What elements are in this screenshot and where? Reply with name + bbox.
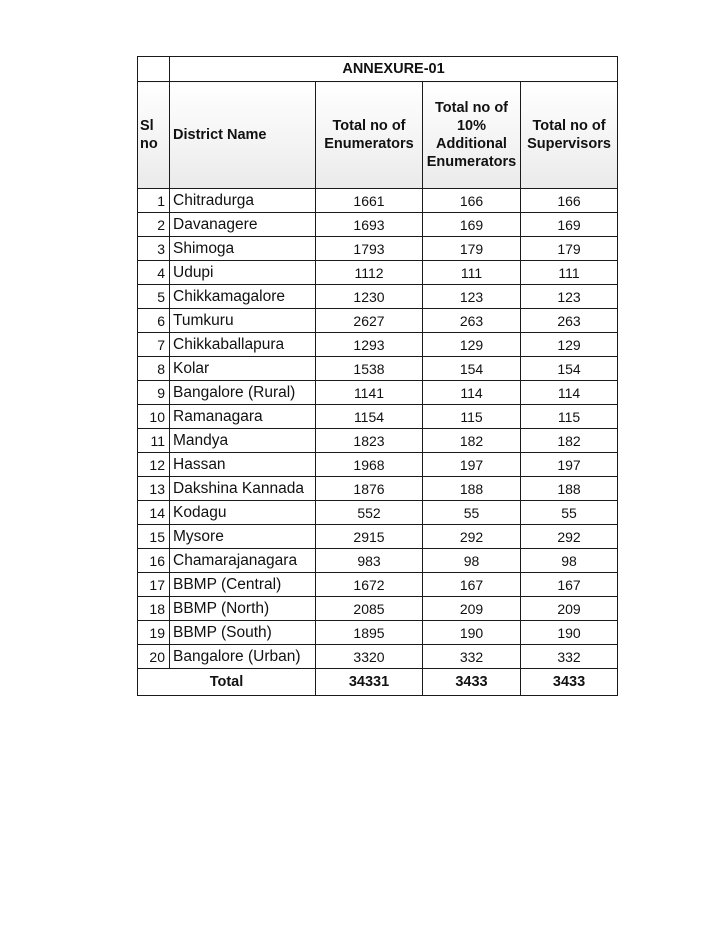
row-additional-enumerators: 166 [423, 189, 521, 213]
table-row [138, 261, 618, 285]
row-district-name: Chamarajanagara [170, 549, 316, 573]
row-enumerators: 1141 [316, 381, 423, 405]
row-enumerators: 2915 [316, 525, 423, 549]
row-enumerators: 1538 [316, 357, 423, 381]
row-enumerators: 1793 [316, 237, 423, 261]
row-district-name: Udupi [170, 261, 316, 285]
row-district-name: Hassan [170, 453, 316, 477]
row-additional-enumerators: 263 [423, 309, 521, 333]
row-enumerators: 2085 [316, 597, 423, 621]
row-additional-enumerators: 154 [423, 357, 521, 381]
annexure-table [137, 56, 618, 696]
row-supervisors: 188 [521, 477, 618, 501]
row-supervisors: 179 [521, 237, 618, 261]
header-district-name: District Name [170, 82, 316, 189]
row-district-name: Dakshina Kannada [170, 477, 316, 501]
table-row [138, 645, 618, 669]
row-sl-no: 20 [138, 645, 170, 669]
row-sl-no: 10 [138, 405, 170, 429]
row-supervisors: 292 [521, 525, 618, 549]
row-sl-no: 12 [138, 453, 170, 477]
row-supervisors: 263 [521, 309, 618, 333]
row-district-name: Ramanagara [170, 405, 316, 429]
row-district-name: Mysore [170, 525, 316, 549]
row-sl-no: 3 [138, 237, 170, 261]
row-supervisors: 154 [521, 357, 618, 381]
row-district-name: Davanagere [170, 213, 316, 237]
row-enumerators: 1693 [316, 213, 423, 237]
row-enumerators: 3320 [316, 645, 423, 669]
row-supervisors: 169 [521, 213, 618, 237]
row-supervisors: 115 [521, 405, 618, 429]
header-sl-no: Sl no [138, 82, 170, 189]
table-row [138, 381, 618, 405]
row-sl-no: 1 [138, 189, 170, 213]
row-supervisors: 182 [521, 429, 618, 453]
row-supervisors: 209 [521, 597, 618, 621]
table-row [138, 597, 618, 621]
row-enumerators: 1672 [316, 573, 423, 597]
row-additional-enumerators: 197 [423, 453, 521, 477]
row-sl-no: 13 [138, 477, 170, 501]
table-row [138, 189, 618, 213]
row-district-name: BBMP (South) [170, 621, 316, 645]
row-supervisors: 114 [521, 381, 618, 405]
row-sl-no: 5 [138, 285, 170, 309]
row-district-name: Kodagu [170, 501, 316, 525]
row-sl-no: 7 [138, 333, 170, 357]
row-additional-enumerators: 111 [423, 261, 521, 285]
row-sl-no: 8 [138, 357, 170, 381]
row-district-name: Bangalore (Urban) [170, 645, 316, 669]
row-additional-enumerators: 209 [423, 597, 521, 621]
row-sl-no: 16 [138, 549, 170, 573]
table-row [138, 453, 618, 477]
table-row [138, 477, 618, 501]
table-row [138, 357, 618, 381]
row-sl-no: 14 [138, 501, 170, 525]
table-row [138, 285, 618, 309]
row-sl-no: 4 [138, 261, 170, 285]
row-sl-no: 9 [138, 381, 170, 405]
total-additional: 3433 [423, 669, 521, 696]
row-supervisors: 167 [521, 573, 618, 597]
row-sl-no: 2 [138, 213, 170, 237]
row-enumerators: 2627 [316, 309, 423, 333]
row-district-name: BBMP (North) [170, 597, 316, 621]
annexure-sheet [137, 56, 617, 696]
row-additional-enumerators: 115 [423, 405, 521, 429]
table-row [138, 333, 618, 357]
row-enumerators: 1876 [316, 477, 423, 501]
table-row [138, 213, 618, 237]
row-district-name: Kolar [170, 357, 316, 381]
row-sl-no: 19 [138, 621, 170, 645]
table-row [138, 237, 618, 261]
row-district-name: Mandya [170, 429, 316, 453]
table-row [138, 573, 618, 597]
row-additional-enumerators: 129 [423, 333, 521, 357]
row-supervisors: 111 [521, 261, 618, 285]
header-supervisors: Total no of Supervisors [521, 82, 618, 189]
header-row [138, 82, 618, 189]
row-additional-enumerators: 98 [423, 549, 521, 573]
row-supervisors: 166 [521, 189, 618, 213]
row-enumerators: 1154 [316, 405, 423, 429]
row-additional-enumerators: 114 [423, 381, 521, 405]
row-additional-enumerators: 169 [423, 213, 521, 237]
header-additional-enumerators: Total no of 10% Additional Enumerators [423, 82, 521, 189]
row-enumerators: 983 [316, 549, 423, 573]
row-district-name: Bangalore (Rural) [170, 381, 316, 405]
row-sl-no: 15 [138, 525, 170, 549]
row-additional-enumerators: 179 [423, 237, 521, 261]
table-row [138, 309, 618, 333]
total-enumerators: 34331 [316, 669, 423, 696]
row-additional-enumerators: 332 [423, 645, 521, 669]
table-row [138, 549, 618, 573]
table-row [138, 501, 618, 525]
table-row [138, 525, 618, 549]
row-supervisors: 190 [521, 621, 618, 645]
row-enumerators: 1230 [316, 285, 423, 309]
row-district-name: Chitradurga [170, 189, 316, 213]
row-additional-enumerators: 167 [423, 573, 521, 597]
total-row [138, 669, 618, 696]
row-district-name: Chikkaballapura [170, 333, 316, 357]
title-row [138, 57, 618, 82]
table-row [138, 429, 618, 453]
total-label: Total [138, 669, 316, 696]
row-enumerators: 1661 [316, 189, 423, 213]
row-enumerators: 552 [316, 501, 423, 525]
total-supervisors: 3433 [521, 669, 618, 696]
row-supervisors: 129 [521, 333, 618, 357]
row-district-name: BBMP (Central) [170, 573, 316, 597]
table-row [138, 621, 618, 645]
table-row [138, 405, 618, 429]
row-additional-enumerators: 182 [423, 429, 521, 453]
annexure-title: ANNEXURE-01 [170, 57, 618, 82]
row-district-name: Chikkamagalore [170, 285, 316, 309]
row-additional-enumerators: 188 [423, 477, 521, 501]
row-supervisors: 55 [521, 501, 618, 525]
row-sl-no: 18 [138, 597, 170, 621]
row-supervisors: 123 [521, 285, 618, 309]
row-enumerators: 1968 [316, 453, 423, 477]
row-sl-no: 6 [138, 309, 170, 333]
row-enumerators: 1823 [316, 429, 423, 453]
row-supervisors: 197 [521, 453, 618, 477]
row-supervisors: 98 [521, 549, 618, 573]
row-additional-enumerators: 55 [423, 501, 521, 525]
row-district-name: Tumkuru [170, 309, 316, 333]
row-additional-enumerators: 292 [423, 525, 521, 549]
row-supervisors: 332 [521, 645, 618, 669]
header-enumerators: Total no of Enumerators [316, 82, 423, 189]
row-additional-enumerators: 123 [423, 285, 521, 309]
row-district-name: Shimoga [170, 237, 316, 261]
row-additional-enumerators: 190 [423, 621, 521, 645]
row-sl-no: 17 [138, 573, 170, 597]
row-sl-no: 11 [138, 429, 170, 453]
row-enumerators: 1293 [316, 333, 423, 357]
row-enumerators: 1895 [316, 621, 423, 645]
row-enumerators: 1112 [316, 261, 423, 285]
